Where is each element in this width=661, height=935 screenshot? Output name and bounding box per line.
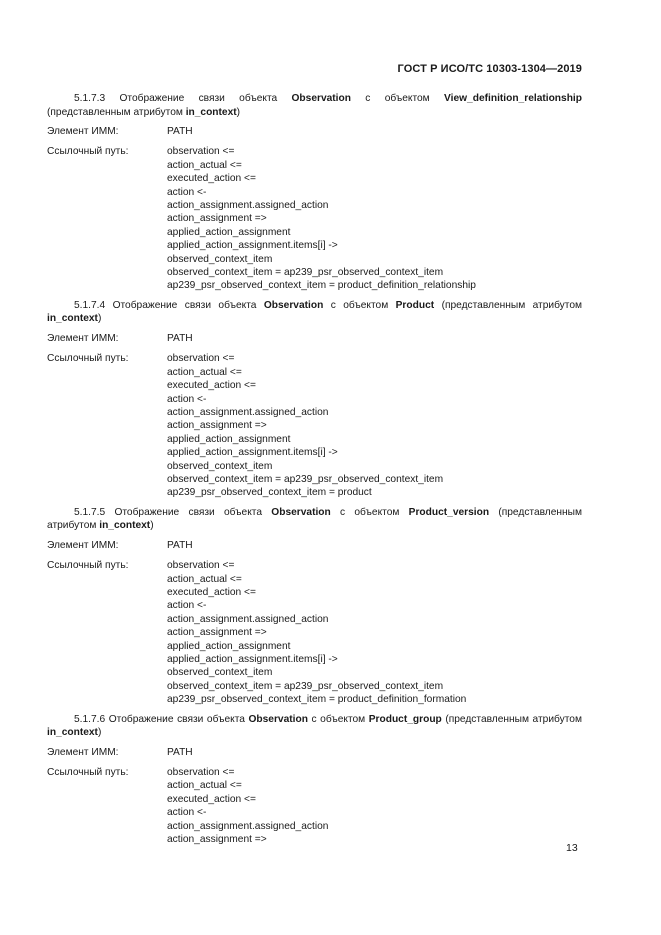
path-line: action_assignment.assigned_action <box>167 613 329 625</box>
path-line: observation <= <box>167 560 235 572</box>
path-line: applied_action_assignment <box>167 226 291 238</box>
path-line: applied_action_assignment <box>167 433 291 445</box>
section-heading <box>47 713 582 740</box>
path-line: observed_context_item <box>167 667 273 679</box>
target-entity-name: Product_version <box>408 506 490 518</box>
reference-path <box>167 559 582 706</box>
reference-path <box>167 766 582 846</box>
path-line: action_assignment.assigned_action <box>167 200 329 212</box>
path-line: applied_action_assignment.items[i] -> <box>167 654 338 665</box>
heading-middle: с объектом <box>340 506 400 518</box>
document-body <box>47 92 582 852</box>
aim-element-value: PATH <box>167 332 193 344</box>
heading-prefix: Отображение связи объекта <box>108 713 245 725</box>
entity-name: Observation <box>248 713 308 725</box>
section-number: 5.1.7.3 <box>74 93 106 104</box>
mapping-section <box>47 506 582 707</box>
aim-element-label: Элемент ИММ: <box>47 332 119 344</box>
path-line: action_actual <= <box>167 573 242 585</box>
reference-path-row <box>47 559 582 706</box>
aim-element-row <box>47 332 582 345</box>
path-line: action_assignment => <box>167 834 267 846</box>
path-line: action_assignment => <box>167 213 267 225</box>
heading-close: ) <box>97 727 102 739</box>
entity-name: Observation <box>271 506 331 518</box>
document-header: ГОСТ Р ИСО/ТС 10303-1304—2019 <box>397 63 582 75</box>
path-line: action_actual <= <box>167 366 242 378</box>
entity-name: Observation <box>263 299 324 311</box>
path-line: action_actual <= <box>167 780 242 792</box>
attribute-name: in_context <box>47 313 98 325</box>
path-line: executed_action <= <box>167 793 256 805</box>
path-line: applied_action_assignment.items[i] -> <box>167 240 338 252</box>
heading-suffix: (представленным атрибутом <box>47 106 183 118</box>
path-line: observation <= <box>167 767 235 779</box>
heading-prefix: Отображение связи объекта <box>119 93 278 104</box>
path-line: ap239_psr_observed_context_item = product_definition_formation <box>167 694 467 706</box>
reference-path-label: Ссылочный путь: <box>47 146 129 158</box>
reference-path-label: Ссылочный путь: <box>47 560 129 572</box>
heading-close: ) <box>150 520 154 532</box>
aim-element-row <box>47 539 582 552</box>
target-entity-name: Product <box>395 299 435 311</box>
path-line: action <- <box>167 600 207 612</box>
mapping-section <box>47 92 582 293</box>
path-line: action <- <box>167 186 207 198</box>
heading-middle: с объектом <box>311 713 366 725</box>
aim-element-row <box>47 125 582 138</box>
aim-element-row <box>47 746 582 759</box>
heading-middle: с объектом <box>365 93 430 104</box>
section-heading <box>47 92 582 119</box>
reference-path-label: Ссылочный путь: <box>47 353 129 365</box>
path-line: action_assignment => <box>167 420 267 432</box>
reference-path-row <box>47 352 582 499</box>
path-line: observed_context_item <box>167 253 273 265</box>
heading-suffix: (представленным атрибутом <box>47 506 582 532</box>
section-heading <box>47 299 582 326</box>
reference-path-row <box>47 766 582 846</box>
path-line: observed_context_item = ap239_psr_observed_context_item <box>167 267 444 279</box>
aim-element-label: Элемент ИММ: <box>47 746 119 758</box>
path-line: executed_action <= <box>167 173 256 185</box>
path-line: action_assignment => <box>167 627 267 639</box>
reference-path-label: Ссылочный путь: <box>47 767 129 779</box>
aim-element-label: Элемент ИММ: <box>47 126 119 137</box>
path-line: applied_action_assignment <box>167 640 291 652</box>
heading-close: ) <box>236 106 241 118</box>
target-entity-name: View_definition_relationship <box>444 93 582 104</box>
section-heading <box>47 506 582 533</box>
reference-path <box>167 352 582 499</box>
aim-element-value: PATH <box>167 126 193 137</box>
path-line: observation <= <box>167 353 235 365</box>
page-number: 13 <box>566 842 578 854</box>
reference-path-row <box>47 145 582 292</box>
section-number: 5.1.7.5 <box>74 506 106 518</box>
aim-element-value: PATH <box>167 746 193 758</box>
aim-element-value: PATH <box>167 539 193 551</box>
section-number: 5.1.7.6 <box>74 713 106 725</box>
reference-path <box>167 145 582 292</box>
section-number: 5.1.7.4 <box>74 299 106 311</box>
path-line: executed_action <= <box>167 586 256 598</box>
attribute-name: in_context <box>99 520 151 532</box>
heading-close: ) <box>97 313 102 325</box>
mapping-section <box>47 299 582 500</box>
heading-prefix: Отображение связи объекта <box>112 299 257 311</box>
path-line: action <- <box>167 807 207 819</box>
heading-suffix: (представленным атрибутом <box>445 713 582 725</box>
path-line: action <- <box>167 393 207 405</box>
path-line: observation <= <box>167 146 235 158</box>
heading-suffix: (представленным атрибутом <box>441 299 582 311</box>
heading-middle: с объектом <box>330 299 389 311</box>
attribute-name: in_context <box>185 106 237 118</box>
path-line: ap239_psr_observed_context_item = product <box>167 487 372 499</box>
path-line: observed_context_item = ap239_psr_observed_context_item <box>167 473 444 485</box>
path-line: observed_context_item = ap239_psr_observed_context_item <box>167 680 444 692</box>
path-line: action_assignment.assigned_action <box>167 820 329 832</box>
attribute-name: in_context <box>47 727 98 739</box>
mapping-section <box>47 713 582 847</box>
path-line: ap239_psr_observed_context_item = product_definition_relationship <box>167 280 476 292</box>
aim-element-label: Элемент ИММ: <box>47 539 119 551</box>
path-line: action_assignment.assigned_action <box>167 406 329 418</box>
path-line: executed_action <= <box>167 380 256 392</box>
path-line: applied_action_assignment.items[i] -> <box>167 447 338 459</box>
entity-name: Observation <box>291 93 351 104</box>
target-entity-name: Product_group <box>368 713 442 725</box>
heading-prefix: Отображение связи объекта <box>114 506 263 518</box>
path-line: action_actual <= <box>167 159 242 171</box>
path-line: observed_context_item <box>167 460 273 472</box>
